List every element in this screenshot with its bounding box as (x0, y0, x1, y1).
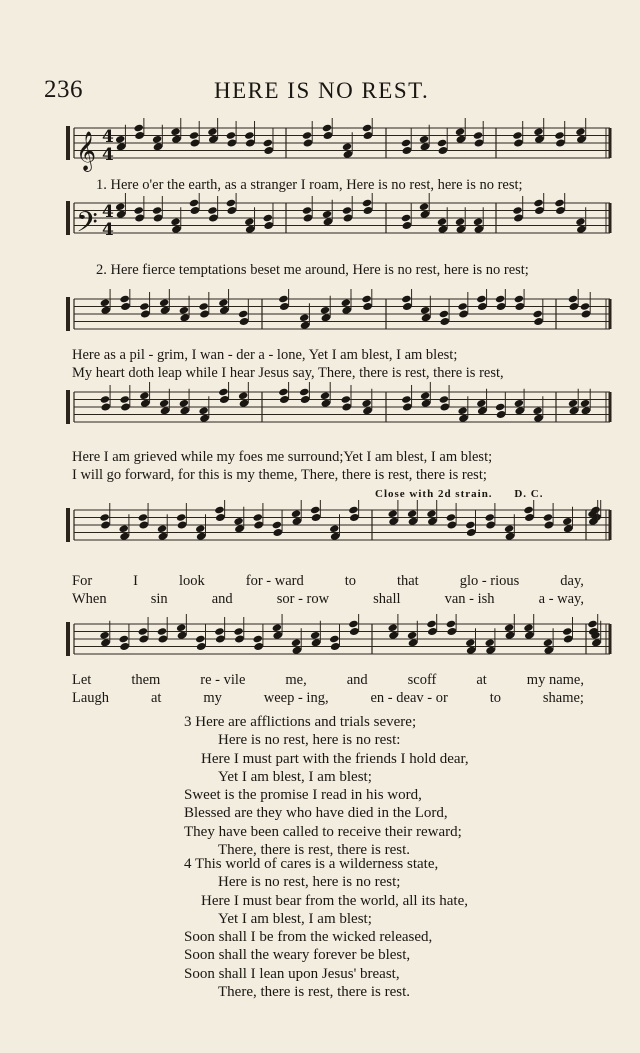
bass-clef-icon: 𝄢 (76, 206, 98, 246)
lyric-word: day, (560, 573, 584, 589)
lyric-word: For (72, 573, 93, 589)
note-head (115, 202, 125, 211)
note-head (473, 217, 483, 226)
note-head (238, 310, 248, 319)
note-head (446, 620, 456, 629)
note-head (523, 506, 533, 515)
verse-line: There, there is rest, there is rest. (218, 842, 411, 859)
note-head (348, 506, 358, 515)
note-head (139, 302, 149, 311)
note-head (407, 631, 417, 640)
note-head (138, 513, 148, 522)
note-head (512, 206, 522, 215)
note-head (401, 395, 411, 404)
page-number: 236 (44, 76, 83, 103)
lyric-word: me, (285, 672, 307, 688)
time-signature-bottom: 4 (102, 145, 114, 165)
note-head (446, 513, 456, 522)
note-head (533, 199, 543, 208)
lyric-word: van - ish (444, 591, 495, 607)
lyric-word: shame; (542, 690, 584, 706)
time-signature-top: 4 (102, 202, 114, 222)
note-head (139, 391, 149, 400)
verse-line: Yet I am blest, I am blest; (218, 768, 372, 785)
note-head (554, 131, 564, 140)
note-head (575, 217, 585, 226)
note-head (99, 631, 109, 640)
note-head (473, 131, 483, 140)
note-head (437, 139, 447, 148)
note-head (419, 202, 429, 211)
note-head (485, 513, 495, 522)
note-head (426, 509, 436, 518)
verse-line: Soon shall I be from the wicked released, (184, 929, 433, 946)
lyric-word: at (150, 690, 162, 706)
note-head (341, 298, 351, 307)
lyric-system3-line3 (72, 672, 584, 688)
lyric-system2-line2: My heart doth leap while I hear Jesus say, There, there is rest, there is rest, (72, 365, 504, 381)
lyric-word: Let (72, 672, 92, 688)
note-head (195, 524, 205, 533)
note-head (214, 627, 224, 636)
lyric-word: When (72, 591, 107, 607)
note-head (152, 135, 162, 144)
note-head (226, 131, 236, 140)
lyric-word: re - vile (200, 672, 246, 688)
verse-line: Here is no rest, here is no rest: (218, 732, 401, 749)
note-head (361, 295, 371, 304)
note-head (457, 302, 467, 311)
note-head (310, 506, 320, 515)
note-head (457, 406, 467, 415)
note-head (476, 399, 486, 408)
note-head (401, 139, 411, 148)
hymn-title: HERE IS NO REST. (214, 78, 430, 103)
note-head (401, 295, 411, 304)
lyric-system3-line4 (72, 690, 584, 706)
note-head (532, 310, 542, 319)
verse-line: Here is no rest, here is no rest; (218, 874, 401, 891)
lyric-system1-line1: 1. Here o'er the earth, as a stranger I roam, Here is no rest, here is no rest; (96, 177, 523, 193)
note-head (291, 638, 301, 647)
note-head (580, 399, 590, 408)
staff-system2-upper (0, 289, 640, 349)
note-head (233, 627, 243, 636)
lyric-word: glo - rious (459, 573, 520, 589)
lyric-system3-line1 (72, 573, 584, 589)
note-head (543, 638, 553, 647)
verse-line: Sweet is the promise I read in his word, (184, 787, 422, 804)
note-head (437, 217, 447, 226)
lyric-word: weep - ing, (263, 690, 329, 706)
note-head (198, 406, 208, 415)
note-head (465, 521, 475, 530)
note-head (523, 623, 533, 632)
note-head (568, 295, 578, 304)
note-head (115, 135, 125, 144)
note-head (238, 391, 248, 400)
note-head (419, 135, 429, 144)
note-head (514, 295, 524, 304)
note-head (100, 298, 110, 307)
lyric-word: at (476, 672, 487, 688)
lyric-system2-line1: Here as a pil - grim, I wan - der a - lone, Yet I am blest, I am blest; (72, 347, 458, 363)
note-head (465, 638, 475, 647)
lyric-word: scoff (407, 672, 437, 688)
note-head (562, 517, 572, 526)
lyric-system3-line2 (72, 591, 584, 607)
lyric-word: and (211, 591, 233, 607)
lyric-system1-line2: 2. Here fierce temptations beset me around, Here is no rest, here is no rest; (96, 262, 529, 278)
note-head (348, 620, 358, 629)
note-head (512, 131, 522, 140)
note-head (159, 298, 169, 307)
da-capo-mark: D. C. (514, 488, 544, 500)
lyric-word: that (396, 573, 419, 589)
note-head (170, 127, 180, 136)
note-head (179, 306, 189, 315)
note-head (159, 399, 169, 408)
note-head (119, 395, 129, 404)
note-head (133, 206, 143, 215)
verse-3 (184, 713, 469, 859)
note-head (485, 638, 495, 647)
note-head (133, 124, 143, 133)
staff-system2-lower (0, 382, 640, 442)
staff-system1-bass (0, 193, 640, 253)
verse-line: They have been called to receive their reward; (184, 823, 462, 840)
note-head (420, 391, 430, 400)
note-head (420, 306, 430, 315)
note-head (100, 395, 110, 404)
note-head (342, 142, 352, 151)
close-with-direction: Close with 2d strain. (375, 488, 493, 500)
lyric-word: shall (373, 591, 401, 607)
lyric-word: my (203, 690, 222, 706)
note-head (342, 206, 352, 215)
note-head (176, 513, 186, 522)
note-head (233, 517, 243, 526)
note-head (272, 623, 282, 632)
lyric-word: my name, (526, 672, 584, 688)
note-head (189, 131, 199, 140)
verse-line: Here I must bear from the world, all its hate, (201, 892, 468, 909)
note-head (361, 399, 371, 408)
lyric-word: en - deav - or (370, 690, 448, 706)
note-head (580, 302, 590, 311)
note-head (157, 524, 167, 533)
note-head (320, 391, 330, 400)
note-head (218, 298, 228, 307)
lyric-word: sor - row (276, 591, 330, 607)
note-head (543, 513, 553, 522)
note-head (138, 627, 148, 636)
note-head (189, 199, 199, 208)
note-head (362, 199, 372, 208)
lyric-word: them (131, 672, 161, 688)
note-head (119, 295, 129, 304)
verse-line: Soon shall I lean upon Jesus' breast, (184, 965, 400, 982)
note-head (176, 623, 186, 632)
note-head (568, 399, 578, 408)
note-head (532, 406, 542, 415)
staff-system3-upper (0, 500, 640, 566)
note-head (329, 635, 339, 644)
note-head (362, 124, 372, 133)
note-head (504, 623, 514, 632)
note-head (495, 403, 505, 412)
note-head (214, 506, 224, 515)
note-head (533, 127, 543, 136)
note-head (455, 127, 465, 136)
note-head (272, 521, 282, 530)
note-head (207, 206, 217, 215)
note-head (575, 127, 585, 136)
lyric-word: look (178, 573, 205, 589)
note-head (253, 513, 263, 522)
note-head (388, 623, 398, 632)
note-head (179, 399, 189, 408)
verse-line: 3 Here are afflictions and trials severe; (184, 714, 417, 730)
note-head (119, 635, 129, 644)
note-head (291, 509, 301, 518)
note-head (278, 388, 288, 397)
verse-line: Soon shall the weary forever be blest, (184, 947, 411, 964)
page-header (0, 76, 640, 106)
lyric-word: Laugh (72, 690, 110, 706)
note-head (207, 127, 217, 136)
note-head (152, 206, 162, 215)
lyric-word: a - way, (538, 591, 584, 607)
note-head (388, 509, 398, 518)
staff-system1-treble (0, 118, 640, 178)
lyric-word: to (489, 690, 501, 706)
note-head (329, 524, 339, 533)
note-head (278, 295, 288, 304)
time-signature-top: 4 (102, 127, 114, 147)
note-head (562, 627, 572, 636)
note-head (195, 635, 205, 644)
note-head (302, 131, 312, 140)
note-head (322, 124, 332, 133)
note-head (514, 399, 524, 408)
verse-line: There, there is rest, there is rest. (218, 984, 411, 1001)
note-head (302, 206, 312, 215)
note-head (495, 295, 505, 304)
verse-4 (184, 855, 468, 1001)
treble-clef-icon: 𝄞 (76, 131, 97, 171)
note-head (244, 217, 254, 226)
verse-line: Here I must part with the friends I hold dear, (201, 750, 469, 767)
note-head (299, 313, 309, 322)
note-head (198, 302, 208, 311)
note-head (263, 214, 273, 223)
performance-direction (375, 488, 561, 500)
note-head (253, 635, 263, 644)
note-head (407, 509, 417, 518)
verse-line: Yet I am blest, I am blest; (218, 910, 372, 927)
note-head (226, 199, 236, 208)
time-signature-bottom: 4 (102, 220, 114, 240)
note-head (439, 310, 449, 319)
lyric-word: to (344, 573, 356, 589)
note-head (504, 524, 514, 533)
note-head (426, 620, 436, 629)
lyric-word: for - ward (245, 573, 304, 589)
note-head (439, 395, 449, 404)
note-head (455, 217, 465, 226)
note-head (310, 631, 320, 640)
note-head (322, 210, 332, 219)
lyric-system2-line3: Here I am grieved while my foes me surround;Yet I am blest, I am blest; (72, 449, 493, 465)
note-head (587, 620, 597, 629)
verse-line: 4 This world of cares is a wilderness state, (184, 856, 439, 872)
note-head (218, 388, 228, 397)
note-head (476, 295, 486, 304)
lyric-word: I (133, 573, 138, 589)
note-head (119, 524, 129, 533)
lyric-word: and (346, 672, 368, 688)
verse-line: Blessed are they who have died in the Lord, (184, 805, 448, 822)
note-head (341, 395, 351, 404)
lyric-word: sin (150, 591, 168, 607)
note-head (263, 139, 273, 148)
note-head (320, 306, 330, 315)
note-head (157, 627, 167, 636)
note-head (554, 199, 564, 208)
note-head (244, 131, 254, 140)
note-head (170, 217, 180, 226)
lyric-system2-line4: I will go forward, for this is my theme, There, there is rest, there is rest; (72, 467, 487, 483)
note-head (401, 214, 411, 223)
note-head (99, 513, 109, 522)
note-head (299, 388, 309, 397)
staff-system3-lower (0, 614, 640, 674)
